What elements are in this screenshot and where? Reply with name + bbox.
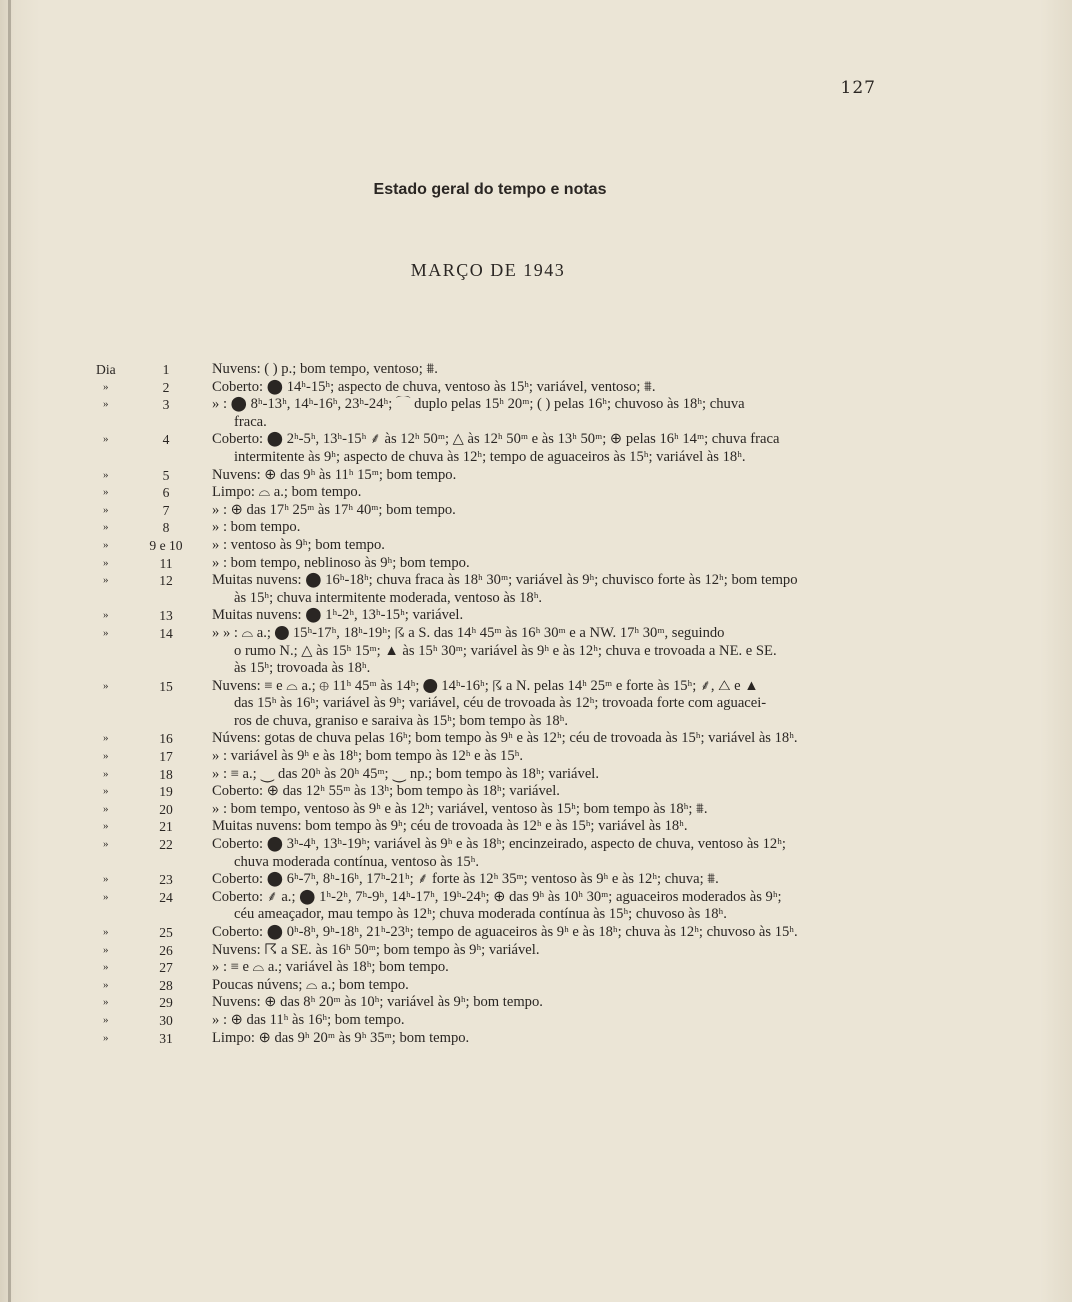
weather-note <box>212 607 876 625</box>
note-line: Muitas nuvens: ⬤ 16ʰ-18ʰ; chuva fraca às 18ʰ 30ᵐ; variável às 9ʰ; chuvisco forte às 12ʰ; bom tempo <box>212 572 798 589</box>
note-line: Poucas núvens; ⌓ a.; bom tempo. <box>212 976 409 993</box>
table-row <box>0 1012 1072 1030</box>
note-line: às 15ʰ; chuva intermitente moderada, ventoso às 18ʰ. <box>234 589 543 606</box>
note-line: Coberto: ⬤ 3ʰ-4ʰ, 13ʰ-19ʰ; variável às 9ʰ e às 18ʰ; encinzeirado, aspecto de chuva, ventoso às 12ʰ; <box>212 836 786 853</box>
day-number: 2 <box>162 379 170 395</box>
note-line: Nuvens: ( ) p.; bom tempo, ventoso; ⩩. <box>212 361 438 377</box>
day-number: 15 <box>159 678 173 694</box>
day-label: » <box>103 943 109 956</box>
day-number: 1 <box>162 362 170 377</box>
day-number: 28 <box>159 977 173 993</box>
weather-note <box>212 431 876 466</box>
day-label: » <box>103 609 109 622</box>
note-line: Coberto: ⸙ a.; ⬤ 1ʰ-2ʰ, 7ʰ-9ʰ, 14ʰ-17ʰ, 19ʰ-24ʰ; ⊕ das 9ʰ às 10ʰ 30ᵐ; aguaceiros moderados às 9ʰ; <box>212 888 782 905</box>
weather-note <box>212 748 876 766</box>
note-line: » : bom tempo, neblinoso às 9ʰ; bom tempo. <box>212 554 470 571</box>
note-line: » : bom tempo, ventoso às 9ʰ e às 12ʰ; variável, ventoso às 15ʰ; bom tempo às 18ʰ; ⩩. <box>212 800 708 817</box>
day-number: 29 <box>159 995 173 1011</box>
month-title: MARÇO DE 1943 <box>410 260 566 280</box>
section-title: Estado geral do tempo e notas <box>373 181 607 198</box>
day-number: 16 <box>159 731 173 747</box>
table-row <box>0 924 1072 942</box>
page-number: 127 <box>840 78 876 98</box>
day-label: » <box>103 556 109 569</box>
day-label: » <box>103 626 109 639</box>
table-row <box>0 502 1072 520</box>
table-row <box>0 396 1072 431</box>
note-line: Nuvens: ⊕ das 9ʰ às 11ʰ 15ᵐ; bom tempo. <box>212 466 457 483</box>
note-line: Coberto: ⬤ 14ʰ-15ʰ; aspecto de chuva, ventoso às 15ʰ; variável, ventoso; ⩩. <box>212 378 656 395</box>
table-row <box>0 361 1072 379</box>
day-number: 24 <box>159 889 173 905</box>
day-number: 17 <box>159 749 173 765</box>
note-line: o rumo N.; △ às 15ʰ 15ᵐ; ▲ às 15ʰ 30ᵐ; variável às 9ʰ e às 12ʰ; chuva e trovoada a NE. e SE. <box>234 642 777 659</box>
note-line: Coberto: ⬤ 2ʰ-5ʰ, 13ʰ-15ʰ ⸙ às 12ʰ 50ᵐ; △ às 12ʰ 50ᵐ e às 13ʰ 50ᵐ; ⊕ pelas 16ʰ 14ᵐ; chuva fraca <box>212 431 780 448</box>
note-line: Nuvens: ≡ e ⌓ a.; ⊕ 11ʰ 45ᵐ às 14ʰ; ⬤ 14ʰ-16ʰ; ☈ a N. pelas 14ʰ 25ᵐ e forte às 15ʰ; ⸙, △ e ▲ <box>212 677 759 694</box>
day-label: » <box>103 961 109 974</box>
note-line: Coberto: ⊕ das 12ʰ 55ᵐ às 13ʰ; bom tempo às 18ʰ; variável. <box>212 783 560 800</box>
weather-note <box>212 1012 876 1030</box>
table-row <box>0 1030 1072 1048</box>
table-row <box>0 801 1072 819</box>
day-number: 25 <box>159 925 173 940</box>
weather-note <box>212 519 876 537</box>
day-label: » <box>103 433 109 446</box>
weather-note <box>212 1030 876 1048</box>
table-row <box>0 555 1072 573</box>
weather-note <box>212 942 876 960</box>
note-line: » : ⊕ das 17ʰ 25ᵐ às 17ʰ 40ᵐ; bom tempo. <box>212 501 456 518</box>
day-number: 20 <box>159 801 173 817</box>
day-label: » <box>103 486 109 499</box>
day-label: » <box>103 732 109 745</box>
table-row <box>0 607 1072 625</box>
note-line: ros de chuva, graniso e saraiva às 15ʰ; bom tempo às 18ʰ. <box>234 712 569 729</box>
table-row <box>0 889 1072 924</box>
day-label: » <box>103 679 109 692</box>
weather-note <box>212 924 876 942</box>
note-line: céu ameaçador, mau tempo às 12ʰ; chuva moderada contínua às 15ʰ; chuvoso às 18ʰ. <box>234 906 727 923</box>
day-label: » <box>103 398 109 411</box>
day-label: » <box>103 750 109 763</box>
day-number: 12 <box>159 573 173 589</box>
note-line: » : ⬤ 8ʰ-13ʰ, 14ʰ-16ʰ, 23ʰ-24ʰ; ⌒ duplo pelas 15ʰ 20ᵐ; ( ) pelas 16ʰ; chuvoso às 18ʰ; chuva <box>212 396 745 413</box>
day-label: » <box>103 978 109 991</box>
table-row <box>0 678 1072 731</box>
weather-note <box>212 678 876 731</box>
weather-note <box>212 467 876 485</box>
day-number: 26 <box>159 942 173 958</box>
note-line: das 15ʰ às 16ʰ; variável às 9ʰ; variável, céu de trovoada às 12ʰ; trovoada forte com aguacei- <box>234 695 767 712</box>
note-line: Limpo: ⌓ a.; bom tempo. <box>212 484 362 501</box>
day-label: » <box>103 926 109 938</box>
weather-note <box>212 994 876 1012</box>
table-row <box>0 730 1072 748</box>
day-number: 22 <box>159 837 173 853</box>
day-number: 8 <box>162 520 170 536</box>
note-line: Nuvens: ☈ a SE. às 16ʰ 50ᵐ; bom tempo às 9ʰ; variável. <box>212 941 540 958</box>
note-line: » » : ⌓ a.; ⬤ 15ʰ-17ʰ, 18ʰ-19ʰ; ☈ a S. das 14ʰ 45ᵐ às 16ʰ 30ᵐ e a NW. 17ʰ 30ᵐ, seguindo <box>212 624 725 641</box>
day-number: 19 <box>159 784 173 800</box>
day-label: » <box>103 890 109 903</box>
table-row <box>0 748 1072 766</box>
day-label: » <box>103 468 109 481</box>
table-row <box>0 519 1072 537</box>
weather-note <box>212 801 876 819</box>
weather-note <box>212 396 876 431</box>
table-row <box>0 572 1072 607</box>
day-label: » <box>103 1031 109 1044</box>
day-label: » <box>103 802 109 815</box>
day-number: 18 <box>159 766 173 782</box>
table-row <box>0 783 1072 801</box>
table-row <box>0 467 1072 485</box>
weather-note <box>212 537 876 555</box>
day-number: 4 <box>162 432 170 448</box>
day-number: 13 <box>159 608 173 624</box>
note-line: » : variável às 9ʰ e às 18ʰ; bom tempo às 12ʰ e às 15ʰ. <box>212 748 523 765</box>
table-row <box>0 871 1072 889</box>
day-number: 30 <box>159 1012 173 1028</box>
table-row <box>0 836 1072 871</box>
note-line: » : ≡ e ⌓ a.; variável às 18ʰ; bom tempo. <box>212 959 449 976</box>
table-row <box>0 994 1072 1012</box>
note-line: às 15ʰ; trovoada às 18ʰ. <box>234 660 371 677</box>
note-line: Muitas nuvens: bom tempo às 9ʰ; céu de trovoada às 12ʰ e às 15ʰ; variável às 18ʰ. <box>212 818 688 835</box>
table-row <box>0 818 1072 836</box>
table-row <box>0 379 1072 397</box>
table-row <box>0 942 1072 960</box>
day-label: » <box>103 503 109 516</box>
note-line: » : ventoso às 9ʰ; bom tempo. <box>212 536 385 553</box>
note-line: » : ⊕ das 11ʰ às 16ʰ; bom tempo. <box>212 1011 405 1028</box>
day-label: » <box>103 838 109 851</box>
note-line: fraca. <box>234 413 267 430</box>
day-label: » <box>103 820 109 833</box>
day-label: » <box>103 785 109 798</box>
weather-note <box>212 572 876 607</box>
weather-note <box>212 730 876 748</box>
note-line: Coberto: ⬤ 0ʰ-8ʰ, 9ʰ-18ʰ, 21ʰ-23ʰ; tempo de aguaceiros às 9ʰ e às 18ʰ; chuva às 12ʰ; chuvoso às 15ʰ. <box>212 924 798 940</box>
day-number: 9 e 10 <box>149 537 183 553</box>
note-line: chuva moderada contínua, ventoso às 15ʰ. <box>234 853 480 870</box>
day-label: » <box>103 1013 109 1026</box>
day-label: » <box>103 996 109 1009</box>
day-number: 21 <box>159 819 173 835</box>
note-line: Nuvens: ⊕ das 8ʰ 20ᵐ às 10ʰ; variável às 9ʰ; bom tempo. <box>212 994 543 1011</box>
day-label: » <box>103 538 109 551</box>
day-label: » <box>103 767 109 780</box>
weather-note <box>212 889 876 924</box>
day-number: 23 <box>159 872 173 888</box>
weather-notes-table <box>0 361 1072 1047</box>
day-number: 5 <box>162 467 170 483</box>
day-label: » <box>103 873 109 886</box>
day-label: » <box>103 574 109 587</box>
day-number: 6 <box>162 485 170 501</box>
weather-note <box>212 379 876 397</box>
table-row <box>0 625 1072 678</box>
weather-note <box>212 625 876 678</box>
note-line: intermitente às 9ʰ; aspecto de chuva às 12ʰ; tempo de aguaceiros às 15ʰ; variável às 18ʰ. <box>234 448 746 465</box>
day-label: » <box>103 521 109 534</box>
note-line: Núvens: gotas de chuva pelas 16ʰ; bom tempo às 9ʰ e às 12ʰ; céu de trovoada às 15ʰ; variável às 18ʰ. <box>212 730 798 747</box>
day-number: 7 <box>162 502 170 518</box>
weather-note <box>212 836 876 871</box>
table-row <box>0 431 1072 466</box>
weather-note <box>212 361 876 379</box>
table-row <box>0 537 1072 555</box>
table-row <box>0 766 1072 784</box>
note-line: Muitas nuvens: ⬤ 1ʰ-2ʰ, 13ʰ-15ʰ; variável. <box>212 607 464 624</box>
weather-note <box>212 959 876 977</box>
weather-note <box>212 977 876 995</box>
day-label: Dia <box>96 362 116 377</box>
table-row <box>0 959 1072 977</box>
weather-note <box>212 555 876 573</box>
weather-note <box>212 502 876 520</box>
day-number: 31 <box>159 1030 173 1046</box>
weather-note <box>212 783 876 801</box>
weather-note <box>212 484 876 502</box>
weather-note <box>212 818 876 836</box>
day-number: 14 <box>159 625 173 641</box>
note-line: Coberto: ⬤ 6ʰ-7ʰ, 8ʰ-16ʰ, 17ʰ-21ʰ; ⸙ forte às 12ʰ 35ᵐ; ventoso às 9ʰ e às 12ʰ; chuva; ⩩. <box>212 871 719 888</box>
weather-note <box>212 766 876 784</box>
weather-note <box>212 871 876 889</box>
note-line: » : ≡ a.; ⏝ das 20ʰ às 20ʰ 45ᵐ; ⏝ np.; bom tempo às 18ʰ; variável. <box>212 765 599 782</box>
table-row <box>0 484 1072 502</box>
day-number: 3 <box>162 397 170 413</box>
table-row <box>0 977 1072 995</box>
note-line: » : bom tempo. <box>212 519 301 536</box>
day-number: 11 <box>159 555 173 571</box>
note-line: Limpo: ⊕ das 9ʰ 20ᵐ às 9ʰ 35ᵐ; bom tempo. <box>212 1029 470 1046</box>
day-number: 27 <box>159 960 173 976</box>
day-label: » <box>103 380 109 393</box>
